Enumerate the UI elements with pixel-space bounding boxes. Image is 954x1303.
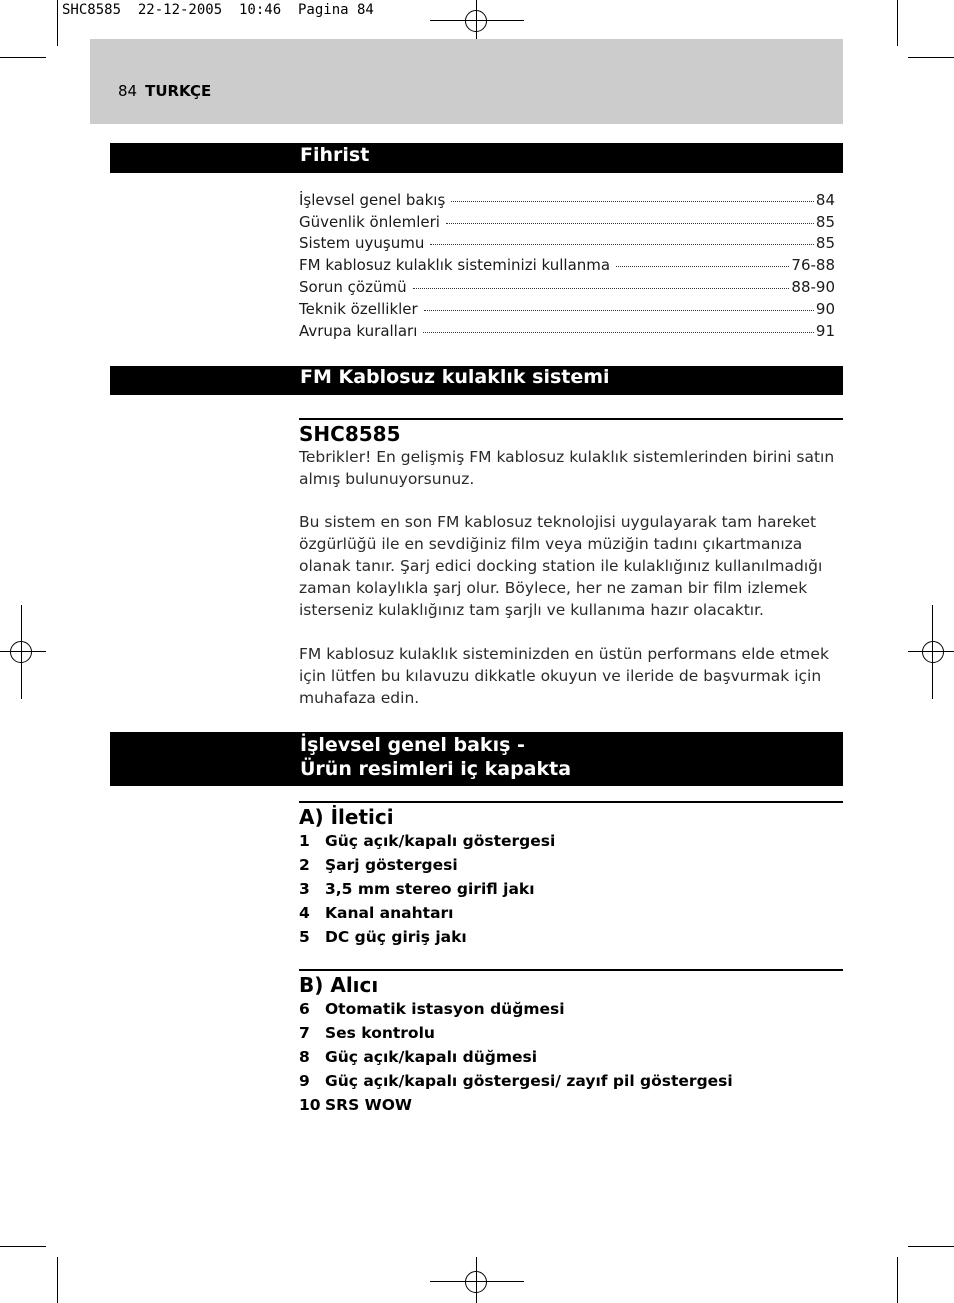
page-header (118, 82, 211, 100)
page-number: 84 (118, 82, 138, 100)
list-item: 5 DC güç giriş jakı (299, 928, 467, 946)
list-item: 8 Güç açık/kapalı düğmesi (299, 1048, 538, 1066)
divider-rule (299, 418, 843, 420)
intro-paragraph: Tebrikler! En gelişmiş FM kablosuz kulaklık sistemlerinden birini satın almış bulunuyorsunuz. (299, 448, 835, 488)
divider-rule (299, 969, 843, 971)
toc-item[interactable]: Güvenlik önlemleri 85 (299, 213, 835, 231)
crop-mark-tr-v (897, 0, 898, 46)
list-item: 2 Şarj göstergesi (299, 856, 458, 874)
list-item: 3 3,5 mm stereo girifl jakı (299, 880, 535, 898)
section-title-overview-line2: Ürün resimleri iç kapakta (300, 758, 572, 780)
toc-item[interactable]: Teknik özellikler 90 (299, 300, 835, 318)
crop-mark-tl-h (0, 57, 46, 58)
list-item: 6 Otomatik istasyon düğmesi (299, 1000, 565, 1018)
crop-mark-bl-h (0, 1246, 46, 1247)
receiver-heading: B) Alıcı (299, 973, 379, 997)
list-item: 4 Kanal anahtarı (299, 904, 454, 922)
crop-mark-br-v (897, 1257, 898, 1303)
list-item: 1 Güç açık/kapalı göstergesi (299, 832, 556, 850)
print-slug: SHC8585 22-12-2005 10:46 Pagina 84 (62, 2, 374, 18)
crop-mark-tl-v (57, 0, 58, 46)
crop-mark-bl-v (57, 1257, 58, 1303)
toc-item[interactable]: İşlevsel genel bakış 84 (299, 191, 835, 209)
crop-mark-br-h (908, 1246, 954, 1247)
section-title-overview-line1: İşlevsel genel bakış - (300, 734, 525, 756)
section-bar-overview (110, 732, 843, 786)
toc-item[interactable]: FM kablosuz kulaklık sisteminizi kullanma 76-88 (299, 256, 835, 274)
model-heading: SHC8585 (299, 422, 401, 446)
toc-item[interactable]: Sorun çözümü 88-90 (299, 278, 835, 296)
transmitter-heading: A) İletici (299, 805, 394, 829)
language-label: TURKÇE (145, 82, 212, 100)
toc-item[interactable]: Sistem uyuşumu 85 (299, 234, 835, 252)
toc-item[interactable]: Avrupa kuralları 91 (299, 322, 835, 340)
list-item: 9 Güç açık/kapalı göstergesi/ zayıf pil göstergesi (299, 1072, 733, 1090)
list-item: 7 Ses kontrolu (299, 1024, 435, 1042)
section-bar-product-system (110, 366, 843, 395)
divider-rule (299, 801, 843, 803)
features-paragraph: Bu sistem en son FM kablosuz teknolojisi uygulayarak tam hareket özgürlüğü ile en sevdiğiniz film veya müziğin tadını çıkartmanıza olanak tanır. Şarj edici docking station ile kulaklığınız kullanılmadığı zaman kolaylıkla şarj olur. Böylece, her ne zaman bir film izlemek isterseniz kulaklığınız tam şarjlı ve kullanıma hazır olacaktır. (299, 513, 823, 619)
instructions-paragraph: FM kablosuz kulaklık sisteminizden en üstün performans elde etmek için lütfen bu kılavuzu dikkatle okuyun ve ileride de başvurmak için muhafaza edin. (299, 645, 829, 707)
list-item: 10 SRS WOW (299, 1096, 413, 1114)
section-bar-contents (110, 143, 843, 173)
crop-mark-tr-h (908, 57, 954, 58)
section-title-contents: Fihrist (300, 144, 370, 166)
section-title-product-system: FM Kablosuz kulaklık sistemi (300, 366, 610, 388)
